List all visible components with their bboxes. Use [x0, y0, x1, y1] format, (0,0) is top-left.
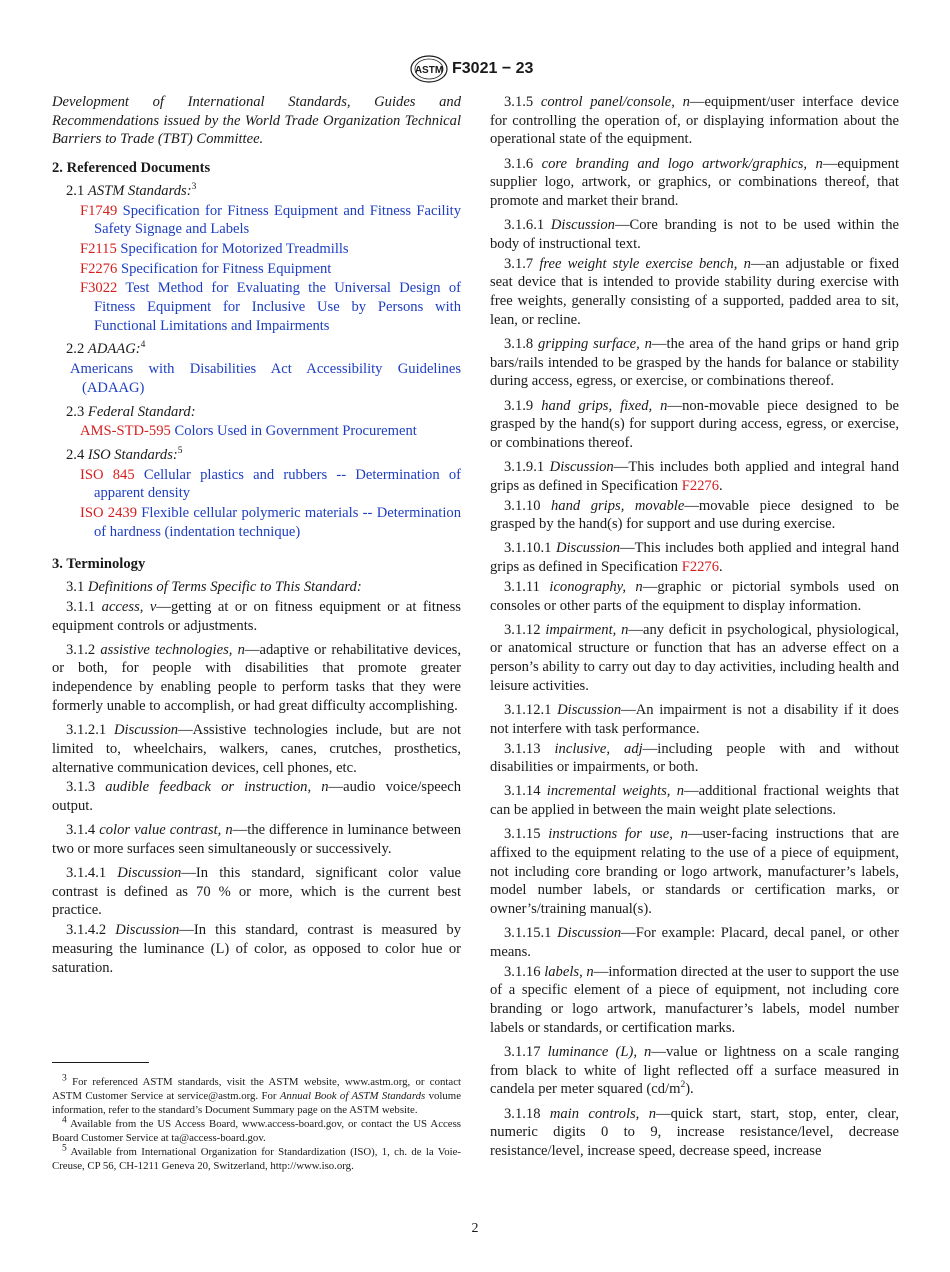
definition-term: Discussion — [557, 702, 622, 719]
definition-number: 3.1.5 — [504, 94, 534, 110]
definition-text: —equipment supplier logo, artwork, or graphics, or combinations thereof, that promote and market their brand. — [490, 155, 900, 210]
definition-term: main controls, n — [549, 1105, 656, 1122]
astm-reference-list — [52, 202, 461, 336]
definition-term: hand grips, movable — [551, 497, 685, 514]
definition-term: incremental weights, n — [546, 783, 685, 800]
definition-number: 3.1.9.1 — [504, 459, 545, 476]
right-column — [490, 93, 899, 1166]
definition-number: 3.1.15.1 — [504, 925, 552, 942]
definition-text: —the difference in luminance between two or more surfaces seen simultaneously or successively. — [52, 822, 461, 857]
definition-number: 3.1.12 — [504, 621, 541, 638]
definition-term: assistive technologies, n — [100, 641, 245, 658]
definition-paragraph — [52, 721, 461, 777]
footnote-number: 4 — [62, 1115, 67, 1126]
definition-text: —For example: Placard, decal panel, or other means. — [490, 925, 899, 961]
definition-term: Discussion — [115, 922, 180, 939]
definition-term: Discussion — [550, 217, 615, 234]
definition-term: Discussion — [549, 459, 614, 476]
definition-tail: . — [719, 477, 723, 494]
subsection-2-2: 2.2 ADAAG:$^4$ — [66, 340, 146, 358]
left-column — [52, 93, 461, 978]
definition-text: —user-facing instructions that are affixed to the equipment relating to the use of a piece of equipment, not including core branding or logo artwork, manufacturer’s labels, model number labels, or standards or certification marks, or owner’s/training manual(s). — [490, 826, 899, 918]
reference-title[interactable]: Specification for Motorized Treadmills — [120, 240, 349, 257]
definition-number: 3.1.7 — [504, 255, 534, 272]
intro-text: Development of International Standards, Guides and Recommendations issued by the World Trade Organization Technical Barriers to Trade (TBT) Committee. — [52, 94, 461, 148]
footnote — [52, 1145, 461, 1173]
definition-paragraph — [52, 864, 461, 920]
definition-text: —This includes both applied and integral hand grips as defined in Specification — [490, 540, 899, 576]
definition-text: —An impairment is not a disability if it does not interfere with task performance. — [490, 702, 899, 737]
footnote-text-cont: volume information, refer to the standard’s Document Summary page on the ASTM website. — [52, 1090, 461, 1116]
definition-text: —graphic or pictorial symbols used on consoles or other parts of the equipment to display information. — [490, 578, 899, 614]
definition-paragraph — [490, 924, 899, 961]
reference-code[interactable]: ISO 845 — [80, 466, 135, 483]
definition-number: 3.1.10 — [504, 497, 541, 514]
definition-number: 3.1.10.1 — [504, 540, 552, 557]
definition-paragraph — [490, 93, 899, 149]
footnote-italic: Annual Book of ASTM Standards — [279, 1090, 426, 1102]
definition-term: free weight style exercise bench, n — [539, 255, 751, 272]
reference-item[interactable] — [66, 240, 461, 259]
definition-paragraph — [52, 641, 461, 716]
logo-text: ASTM — [414, 65, 444, 76]
definition-text: —the area of the hand grips or hand grip bars/rails intended to be grasped by the hands for balance or stability during access, egress, or exercise, or combinations thereof. — [490, 335, 899, 390]
footnote — [52, 1117, 461, 1145]
definition-term: gripping surface, n — [538, 335, 652, 352]
subsection-2-3: 2.3 Federal Standard: — [66, 403, 196, 420]
definition-text: —value or lightness on a scale ranging from black to white of light reflected off a surface measured in candela per meter squared (cd/m — [490, 1044, 899, 1098]
definition-superscript: 2 — [680, 1080, 686, 1091]
definition-paragraph — [52, 778, 461, 815]
definition-paragraph — [490, 335, 899, 391]
definition-link[interactable]: F2276 — [681, 477, 720, 494]
reference-title[interactable]: Test Method for Evaluating the Universal Design of Fitness Equipment for Inclusive Use by Persons with Functional Limitations and Impairments — [94, 280, 461, 334]
definition-text: —an adjustable or fixed seat device that is intended to provide stability during exercise with free weights, generally consisting of a supported, padded area to sit, lean, or recline. — [490, 255, 899, 328]
definition-text: —movable piece designed to be grasped by the hand(s) for support and use during exercise. — [490, 497, 899, 533]
footnote — [52, 1075, 461, 1117]
definition-number: 3.1.6.1 — [504, 217, 545, 234]
right-definitions — [490, 93, 899, 1161]
definition-term: Discussion — [114, 722, 179, 739]
definition-paragraph — [490, 1105, 899, 1161]
definition-term: access, v — [101, 598, 157, 615]
definition-term: color value contrast, n — [99, 822, 233, 839]
definition-number: 3.1.8 — [504, 335, 534, 352]
definition-term: audible feedback or instruction, n — [105, 779, 329, 796]
definition-text: —Core branding is not to be used within the body of instructional text. — [490, 217, 899, 252]
astm-logo-icon — [409, 54, 449, 84]
definition-number: 3.1.2 — [66, 641, 96, 658]
definition-number: 3.1.17 — [504, 1044, 541, 1061]
reference-code[interactable]: F2276 — [80, 260, 118, 277]
reference-item[interactable] — [66, 504, 461, 541]
definition-term: Discussion — [117, 865, 182, 882]
definition-term: instructions for use, n — [548, 826, 688, 843]
reference-item[interactable] — [66, 466, 461, 503]
definition-text: —including people with and without disabilities or impairments, or both. — [490, 740, 899, 776]
footnote-text: For referenced ASTM standards, visit the ASTM website, www.astm.org, or contact ASTM Customer Service at service@astm.org. For — [52, 1076, 461, 1102]
footnotes — [52, 1075, 461, 1173]
footnote-number: 3 — [62, 1073, 67, 1084]
definition-link[interactable]: F2276 — [681, 559, 720, 576]
reference-title[interactable]: Specification for Fitness Equipment — [120, 260, 332, 277]
footnote-number: 5 — [62, 1143, 67, 1154]
reference-item[interactable] — [66, 260, 461, 279]
definition-tail: ). — [685, 1081, 694, 1098]
reference-item[interactable] — [66, 202, 461, 239]
definition-text: —adaptive or rehabilitative devices, or both, for people with disabilities that promote greater independence by enabling people to perform tasks that they were formerly unable to accomplish, or had great difficulty accomplishing. — [52, 641, 461, 714]
definition-paragraph — [490, 155, 899, 211]
reference-item[interactable] — [66, 279, 461, 335]
definition-paragraph — [490, 782, 899, 819]
footnote-text: Available from the US Access Board, www.access-board.gov, or contact the US Access Board Customer Service at ta@access-board.gov. — [52, 1118, 461, 1144]
definition-text: —In this standard, significant color value contrast is defined as 70 % or more, which is the current best practice. — [52, 865, 462, 919]
definition-paragraph — [490, 497, 899, 534]
definition-paragraph — [52, 821, 461, 858]
reference-title[interactable]: Cellular plastics and rubbers -- Determination of apparent density — [94, 466, 462, 502]
definition-number: 3.1.11 — [504, 578, 540, 595]
section-3-heading: 3. Terminology — [52, 556, 146, 573]
left-definitions — [52, 598, 461, 977]
definition-text: —audio voice/speech output. — [52, 779, 461, 814]
definition-text: —getting at or on fitness equipment or at fitness equipment controls or adjustments. — [52, 598, 461, 634]
section-2-heading: 2. Referenced Documents — [52, 160, 211, 177]
definition-text: —Assistive technologies include, but are not limited to, wheelchairs, walkers, canes, crutches, prosthetics, alternative communication devices, cell phones, etc. — [52, 722, 461, 776]
definition-number: 3.1.6 — [504, 155, 534, 172]
reference-title[interactable]: Specification for Fitness Equipment and Fitness Facility Safety Signage and Labels — [94, 202, 461, 238]
definition-term: inclusive, adj — [554, 740, 643, 757]
definition-text: —any deficit in psychological, physiological, or anatomical structure or function that has an adverse effect on a person’s ability to carry out day to day activities, including health and leisure activities. — [490, 621, 900, 694]
definition-number: 3.1.16 — [504, 963, 541, 980]
reference-code[interactable]: F2115 — [80, 240, 117, 257]
definition-tail: . — [719, 559, 723, 576]
iso-reference-list — [52, 466, 461, 542]
definition-paragraph — [490, 963, 899, 1038]
reference-code[interactable]: F3022 — [80, 280, 118, 297]
definition-number: 3.1.13 — [504, 740, 541, 757]
definition-text: —non-movable piece designed to be grasped by the hand(s) for support during access, egress, or exercise, or combinations thereof. — [490, 397, 899, 451]
definition-term: iconography, n — [549, 578, 643, 595]
footnote-text: Available from International Organization for Standardization (ISO), 1, ch. de la Voie-Creuse, CP 56, CH-1211 Geneva 20, Switzerland, http://www.iso.org. — [52, 1146, 461, 1172]
definition-text: —In this standard, contrast is measured by measuring the luminance (L) of color, as opposed to color hue or saturation. — [52, 922, 461, 976]
definition-number: 3.1.4.1 — [66, 865, 107, 882]
definition-number: 3.1.15 — [504, 826, 541, 843]
reference-code[interactable]: F1749 — [80, 202, 118, 219]
designation: F3021 − 23 — [452, 60, 534, 77]
adaag-reference[interactable]: Americans with Disabilities Act Accessibility Guidelines (ADAAG) — [70, 361, 461, 396]
definition-number: 3.1.3 — [66, 779, 96, 796]
federal-reference[interactable]: AMS-STD-595 Colors Used in Government Procurement — [80, 423, 417, 440]
definition-number: 3.1.14 — [504, 783, 541, 800]
definition-paragraph — [490, 397, 899, 453]
definition-term: core branding and logo artwork/graphics, n — [541, 155, 823, 172]
definition-term: impairment, n — [545, 621, 629, 638]
definition-number: 3.1.18 — [504, 1105, 541, 1122]
subsection-2-4: 2.4 ISO Standards:$^5$ — [66, 446, 183, 463]
definition-term: hand grips, fixed, n — [541, 397, 668, 414]
definition-term: control panel/console, n — [540, 94, 690, 110]
definition-term: Discussion — [555, 540, 620, 557]
definition-paragraph — [490, 255, 899, 330]
definition-paragraph — [490, 216, 899, 253]
definition-paragraph — [490, 1043, 899, 1099]
reference-title[interactable]: Flexible cellular polymeric materials -- Determination of hardness (indentation technique) — [94, 505, 461, 540]
definition-paragraph — [490, 825, 899, 919]
subsection-3-1: 3.1 Definitions of Terms Specific to This Standard: — [66, 579, 362, 596]
definition-number: 3.1.9 — [504, 397, 534, 414]
definition-number: 3.1.4 — [66, 822, 96, 839]
page-number: 2 — [471, 1221, 479, 1236]
page-header — [0, 54, 950, 84]
definition-number: 3.1.12.1 — [504, 702, 552, 719]
definition-paragraph — [490, 701, 899, 738]
definition-paragraph — [490, 539, 899, 576]
definition-text: —information directed at the user to support the use of a specific element of a piece of equipment, not including core branding or logo artwork, manufacturer’s labels, model number labels or standards, or certification marks. — [490, 963, 899, 1036]
definition-term: labels, n — [544, 963, 594, 980]
definition-paragraph — [490, 740, 899, 777]
definition-text: —equipment/user interface device for controlling the operation of, or displaying information about the operational state of the equipment. — [490, 94, 899, 148]
definition-text: —additional fractional weights that can be applied in between the main weight plate selections. — [490, 783, 900, 819]
definition-paragraph — [490, 621, 899, 696]
footnote-divider — [52, 1062, 149, 1063]
definition-text: —This includes both applied and integral hand grips as defined in Specification — [490, 459, 899, 494]
definition-number: 3.1.4.2 — [66, 922, 107, 939]
definition-number: 3.1.2.1 — [66, 722, 107, 739]
definition-paragraph — [52, 921, 461, 977]
definition-paragraph — [490, 578, 899, 615]
definition-paragraph — [490, 458, 899, 495]
definition-term: luminance (L), n — [547, 1044, 652, 1061]
definition-text: —quick start, start, stop, enter, clear, numeric digits 0 to 9, increase resistance/level, decrease resistance/level, increase speed, decrease speed, increase — [490, 1105, 899, 1160]
definition-paragraph — [52, 598, 461, 635]
definition-number: 3.1.1 — [66, 598, 96, 615]
definition-term: Discussion — [557, 925, 622, 942]
reference-code[interactable]: ISO 2439 — [80, 505, 137, 522]
subsection-2-1: 2.1 ASTM Standards:$^3$ — [66, 181, 197, 199]
